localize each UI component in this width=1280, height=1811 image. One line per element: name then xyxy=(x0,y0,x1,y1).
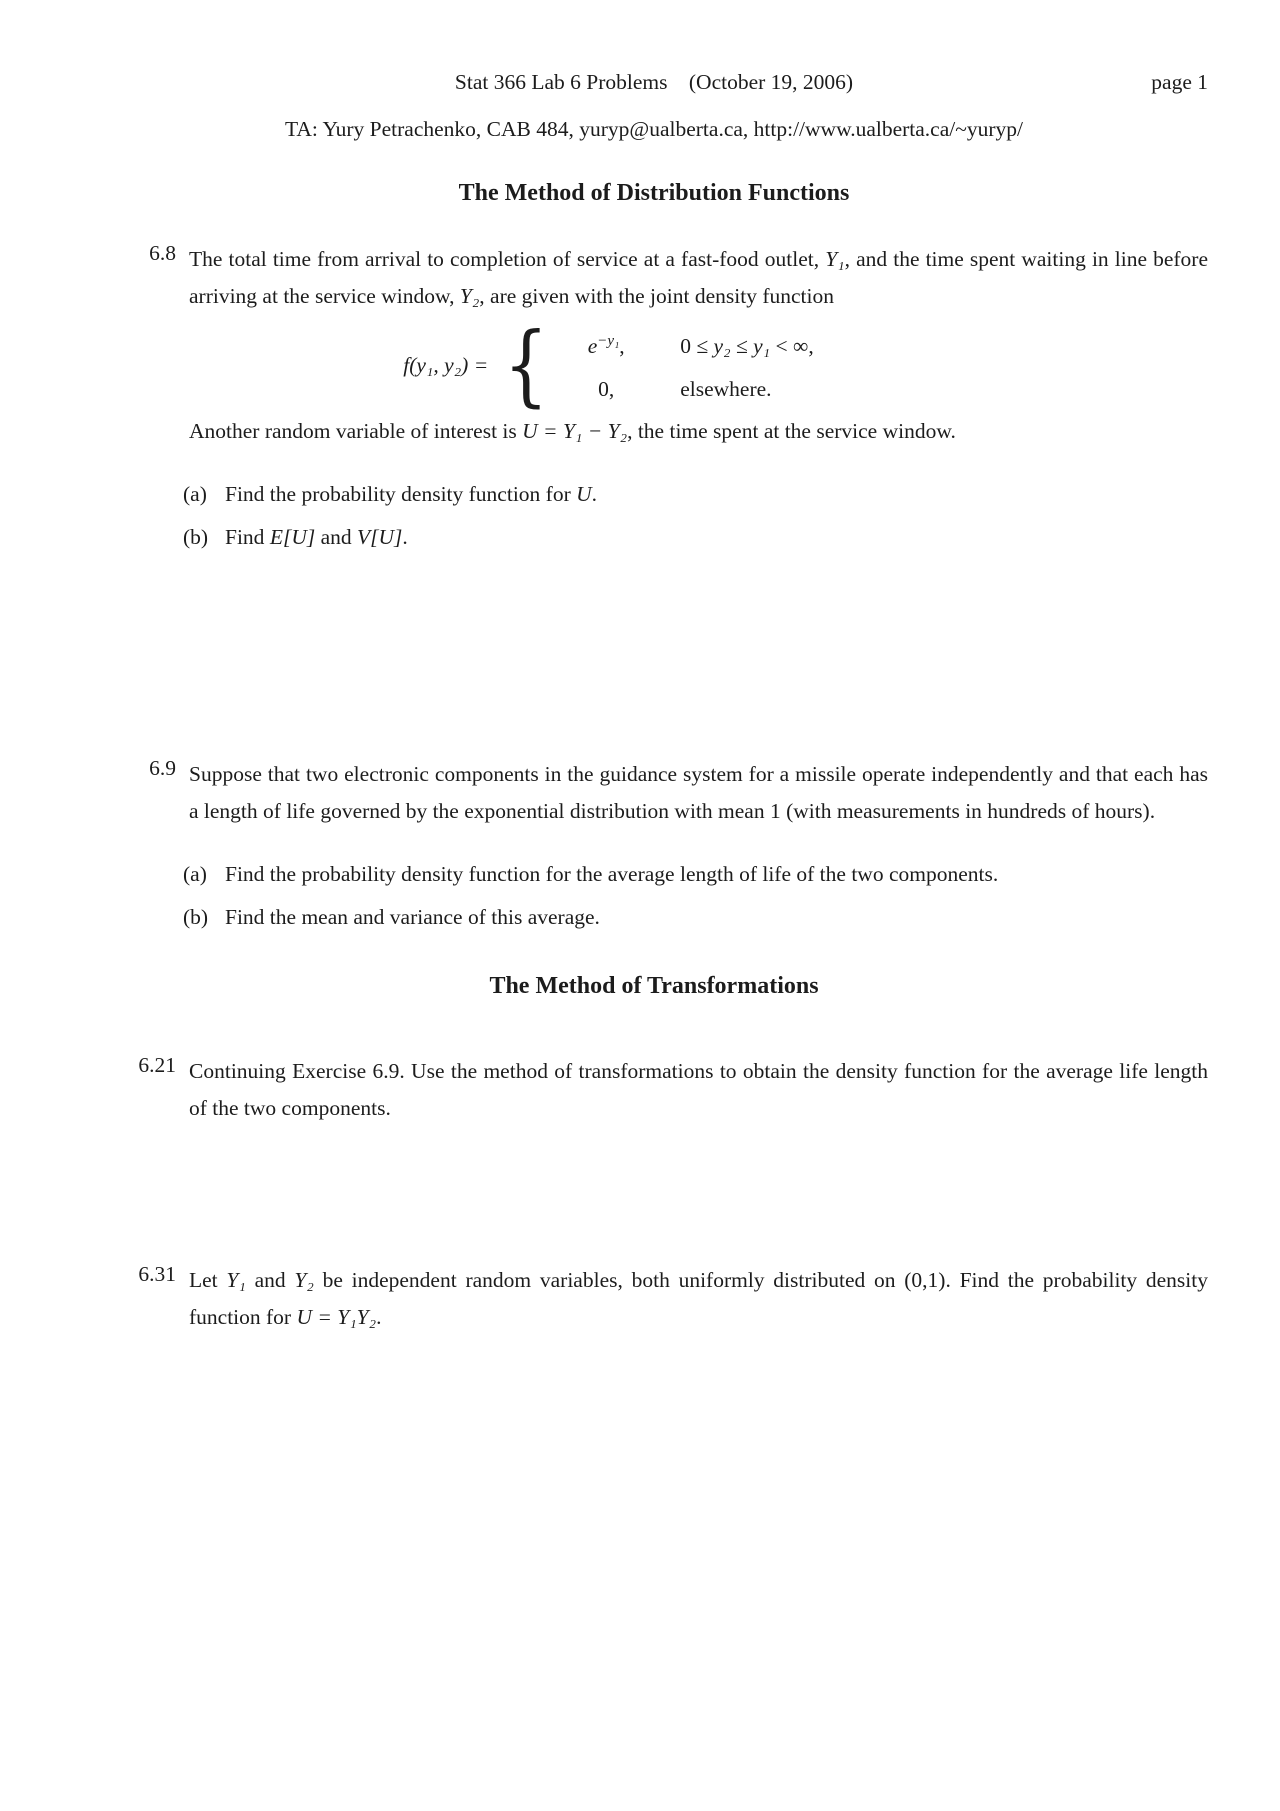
page-header xyxy=(100,68,1208,96)
subproblem-text-part: Find the probability density function for xyxy=(225,482,577,506)
problem-body xyxy=(183,756,1208,936)
subproblem-b xyxy=(183,899,1208,936)
subproblem-text-part: Find xyxy=(225,525,270,549)
page-number: page 1 xyxy=(1151,70,1208,94)
subproblem-label: (a) xyxy=(183,482,207,506)
problem-6-8 xyxy=(100,241,1208,556)
problem-continuation xyxy=(189,413,1208,450)
subproblem-list xyxy=(183,476,1208,556)
section-heading-distribution-functions: The Method of Distribution Functions xyxy=(458,180,850,206)
math-u-product: U = Y₁Y₂ xyxy=(296,1305,377,1329)
ta-contact-line: TA: Yury Petrachenko, CAB 484, yuryp@ualberta.ca, http://www.ualberta.ca/~yuryp/ xyxy=(284,117,1024,141)
math-var-y2: y₂ xyxy=(713,334,731,359)
problem-6-31 xyxy=(100,1262,1208,1336)
subproblem-text: Find the mean and variance of this average. xyxy=(225,905,600,929)
equation-case-1 xyxy=(558,326,814,361)
statement-text: Another random variable of interest is xyxy=(189,419,523,443)
problem-body xyxy=(189,1262,1208,1336)
case-2-value: 0, xyxy=(598,377,615,402)
case-1-value xyxy=(558,326,654,361)
math-expectation: E[U] xyxy=(269,525,316,549)
document-title: Stat 366 Lab 6 Problems xyxy=(454,70,668,94)
math-var-y2: Y₂ xyxy=(459,284,480,308)
subproblem-label: (b) xyxy=(183,525,209,549)
problem-statement xyxy=(189,1262,1208,1336)
math-var-y1: Y₁ xyxy=(226,1268,246,1292)
header-title-group xyxy=(100,68,1208,96)
joint-density-equation xyxy=(99,313,1118,416)
subproblem-text: Find the probability density function for the average length of life of the two components. xyxy=(225,862,999,886)
document-date: (October 19, 2006) xyxy=(688,70,854,94)
equation-cases xyxy=(558,326,814,404)
case-2-condition: elsewhere. xyxy=(680,377,772,402)
subproblem-b xyxy=(183,519,1208,556)
math-var-y1: y₁ xyxy=(753,334,771,359)
subproblem-label: (a) xyxy=(183,862,207,886)
subproblem-text-part: . xyxy=(591,482,598,506)
math-u-definition: U = Y₁ − Y₂ xyxy=(522,419,628,443)
section-heading-transformations: The Method of Transformations xyxy=(489,973,819,999)
statement-text: and xyxy=(245,1268,295,1292)
left-brace-glyph: { xyxy=(503,313,549,416)
problem-6-9 xyxy=(100,756,1208,936)
subproblem-list xyxy=(183,856,1208,936)
problem-statement xyxy=(189,241,1208,315)
problem-6-21 xyxy=(100,1053,1208,1127)
subproblem-label: (b) xyxy=(183,905,209,929)
problem-number: 6.9 xyxy=(149,756,176,780)
equation-case-2 xyxy=(558,374,814,404)
statement-text: , and the time spent waiting in line before arriving at the service window, xyxy=(189,247,1208,308)
math-exponent: −y₁ xyxy=(597,332,620,349)
subproblem-text xyxy=(225,476,597,513)
condition-text: < ∞, xyxy=(770,334,814,359)
subproblem-a xyxy=(183,476,1208,513)
condition-text: 0 ≤ xyxy=(680,334,714,359)
comma: , xyxy=(619,334,625,359)
statement-text: . xyxy=(376,1305,382,1329)
math-e: e xyxy=(587,334,598,359)
problem-body xyxy=(189,1053,1208,1127)
subproblem-text xyxy=(225,519,408,556)
subproblem-a xyxy=(183,856,1208,893)
math-var-u: U xyxy=(576,482,592,506)
problem-number: 6.8 xyxy=(149,241,176,265)
statement-text: Let xyxy=(189,1268,227,1292)
statement-text: , are given with the joint density function xyxy=(479,284,834,308)
subproblem-text-part: and xyxy=(315,525,358,549)
problem-number: 6.21 xyxy=(138,1053,176,1077)
math-var-y1: Y₁ xyxy=(825,247,845,271)
statement-text: be independent random variables, both uniformly distributed on (0,1). Find the probability density function for xyxy=(189,1268,1208,1329)
math-variance: V[U] xyxy=(357,525,403,549)
condition-text: ≤ xyxy=(730,334,754,359)
statement-text: , the time spent at the service window. xyxy=(627,419,956,443)
math-var-y2: Y₂ xyxy=(294,1268,314,1292)
equation-lhs: f(y₁, y₂) = xyxy=(403,352,489,377)
problem-body xyxy=(183,241,1208,556)
problem-number: 6.31 xyxy=(138,1262,176,1286)
case-1-condition xyxy=(680,331,814,361)
problem-statement: Continuing Exercise 6.9. Use the method of transformations to obtain the density function for the average life length of the two components. xyxy=(189,1059,1208,1120)
statement-text: The total time from arrival to completion of service at a fast-food outlet, xyxy=(189,247,826,271)
subproblem-text-part: . xyxy=(402,525,408,549)
problem-statement: Suppose that two electronic components in the guidance system for a missile operate independently and that each has a length of life governed by the exponential distribution with mean 1 (with measurements in hundreds of hours). xyxy=(189,762,1208,823)
